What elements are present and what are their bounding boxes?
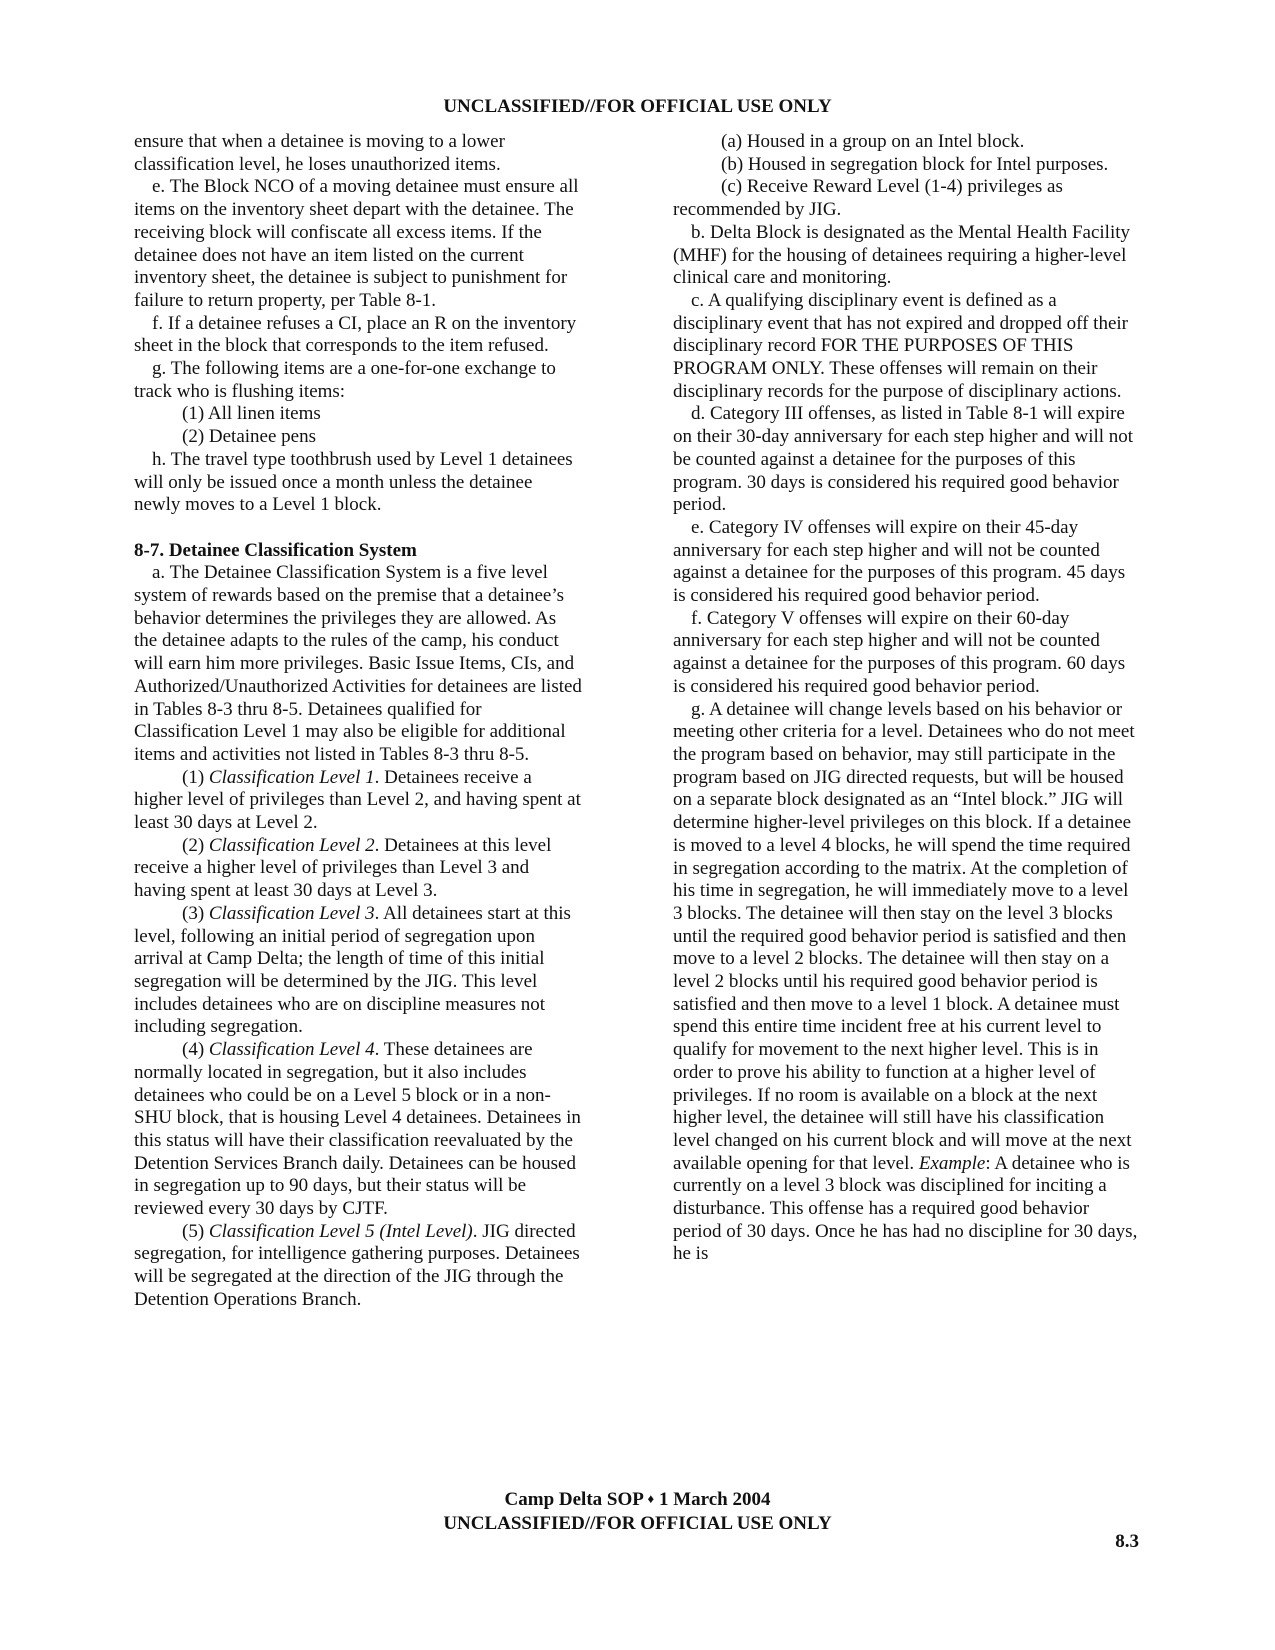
classification-level-title: Classification Level 3: [208, 902, 375, 924]
paragraph: d. Category III offenses, as listed in Table 8-1 will expire on their 30-day anniversary for each step higher and will not be counted against a detainee for the purposes of this program. 30 days is considered his required good behavior period.: [673, 403, 1134, 516]
page-number: 8.3: [1115, 1531, 1139, 1552]
classification-header: UNCLASSIFIED//FOR OFFICIAL USE ONLY: [443, 96, 832, 117]
paragraph-text: . Detainees at this level receive a higher level of privileges than Level 3 and having spent at least 30 days at Level 3.: [134, 834, 552, 902]
paragraph-number: (1): [182, 766, 209, 788]
paragraph: (a) Housed in a group on an Intel block.: [721, 131, 1025, 152]
right-column: [673, 131, 1139, 1266]
paragraph-text: . JIG directed segregation, for intelligence gathering purposes. Detainees will be segregated at the direction of the JIG through the Detention Operations Branch.: [134, 1220, 580, 1310]
right-paragraphs: [673, 131, 1139, 699]
paragraph: (c) Receive Reward Level (1-4) privileges as recommended by JIG.: [673, 176, 1063, 221]
paragraph: (b) Housed in segregation block for Intel purposes.: [721, 153, 1109, 175]
paragraph: [134, 562, 582, 766]
paragraph: [134, 835, 582, 903]
paragraph-text: a. The Detainee Classification System is a five level system of rewards based on the premise that a detainee’s behavior determines the privileges they are allowed. As the detainee adapts to the rules of the camp, his conduct will earn him more privileges. Basic Issue Items, CIs, and Authorized/Unauthorized Activities for detainees are listed in Tables 8-3 thru 8-5. Detainees qualified for Classification Level 1 may also be eligible for additional items and activities not listed in Tables 8-3 thru 8-5.: [134, 562, 582, 765]
paragraph-text: . These detainees are normally located in segregation, but it also includes detainees who could be on a Level 5 block or in a non-SHU block, that is housing Level 4 detainees. Detainees in this status will have their classification reevaluated by the Detention Services Branch daily. Detainees can be housed in segregation up to 90 days, but their status will be reviewed every 30 days by CJTF.: [134, 1039, 581, 1220]
paragraph-text: . All detainees start at this level, following an initial period of segregation upon arrival at Camp Delta; the length of time of this initial segregation will be determined by the JIG. This level includes detainees who are on discipline measures not including segregation.: [134, 902, 571, 1038]
paragraph: c. A qualifying disciplinary event is defined as a disciplinary event that has not expired and dropped off their disciplinary record FOR THE PURPOSES OF THIS PROGRAM ONLY. These offenses will remain on their disciplinary records for the purpose of disciplinary actions.: [673, 289, 1128, 402]
paragraph: (1) All linen items: [182, 403, 321, 425]
classification-level-title: Classification Level 4: [208, 1039, 375, 1061]
document-title: Camp Delta SOP: [504, 1489, 643, 1510]
paragraph: g. The following items are a one-for-one exchange to track who is flushing items:: [134, 358, 556, 402]
paragraph: f. If a detainee refuses a CI, place an R on the inventory sheet in the block that corresponds to the item refused.: [134, 312, 577, 357]
left-paragraphs: [134, 131, 582, 517]
paragraph-number: (4): [182, 1039, 209, 1061]
classification-level-title: Classification Level 2: [208, 834, 375, 856]
paragraph-number: (5): [182, 1220, 209, 1242]
paragraph: [134, 1221, 582, 1312]
paragraph-number: (2): [182, 834, 209, 856]
diamond-separator-icon: ♦: [647, 1491, 655, 1506]
paragraph: (2) Detainee pens: [182, 426, 316, 448]
page-footer: [0, 1487, 1275, 1536]
paragraph: ensure that when a detainee is moving to a lower classification level, he loses unauthorized items.: [134, 131, 505, 175]
paragraph: e. Category IV offenses will expire on their 45-day anniversary for each step higher and will not be counted against a detainee for the purposes of this program. 45 days is considered his required good behavior period.: [673, 516, 1126, 607]
paragraph-text: : A detainee who is currently on a level 3 block was disciplined for inciting a disturbance. This offense has a required good behavior period of 30 days. Once he has had no discipline for 30 days, he is: [673, 1152, 1138, 1265]
paragraph-g-level-change: [673, 699, 1139, 1267]
classification-level-title: Classification Level 5 (Intel Level): [208, 1220, 473, 1242]
paragraph: f. Category V offenses will expire on their 60-day anniversary for each step higher and will not be counted against a detainee for the purposes of this program. 60 days is considered his required good behavior period.: [673, 607, 1126, 697]
paragraph: b. Delta Block is designated as the Mental Health Facility (MHF) for the housing of detainees requiring a higher-level clinical care and monitoring.: [673, 221, 1131, 289]
footer-classification: UNCLASSIFIED//FOR OFFICIAL USE ONLY: [443, 1513, 832, 1534]
paragraph: [134, 767, 582, 835]
document-date: 1 March 2004: [658, 1489, 771, 1510]
section-paragraphs: [134, 562, 582, 1311]
paragraph-number: (3): [182, 902, 209, 924]
footer-line-1: [0, 1487, 1275, 1512]
paragraph: h. The travel type toothbrush used by Level 1 detainees will only be issued once a month unless the detainee newly moves to a Level 1 block.: [134, 448, 573, 516]
example-label: Example: [918, 1152, 986, 1174]
paragraph: e. The Block NCO of a moving detainee must ensure all items on the inventory sheet depart with the detainee. The receiving block will confiscate all excess items. If the detainee does not have an item listed on the current inventory sheet, the detainee is subject to punishment for failure to return property, per Table 8-1.: [134, 176, 579, 311]
classification-level-title: Classification Level 1: [208, 766, 375, 788]
paragraph-text: . Detainees receive a higher level of privileges than Level 2, and having spent at least 30 days at Level 2.: [134, 766, 581, 834]
paragraph-text: g. A detainee will change levels based on his behavior or meeting other criteria for a level. Detainees who do not meet the program based on behavior, may still participate in the program based on JIG directed requests, but will be housed on a separate block designated as an “Intel block.” JIG will determine higher-level privileges on this block. If a detainee is moved to a level 4 blocks, he will spend the time required in segregation according to the matrix. At the completion of his time in segregation, he will immediately move to a level 3 blocks. The detainee will then stay on the level 3 blocks until the required good behavior period is satisfied and then move to a level 2 blocks. The detainee will then stay on a level 2 blocks until his required good behavior period is satisfied and then move to a level 1 block. A detainee must spend this entire time incident free at his current level to qualify for movement to the next higher level. This is in order to prove his ability to function at a higher level of privileges. If no room is available on a block at the next higher level, the detainee will still have his classification level changed on his current block and will move at the next available opening for that level.: [673, 698, 1135, 1174]
section-heading: 8-7. Detainee Classification System: [134, 539, 417, 561]
left-column: [134, 131, 582, 1312]
paragraph: [134, 903, 582, 1039]
paragraph: [134, 1039, 582, 1221]
